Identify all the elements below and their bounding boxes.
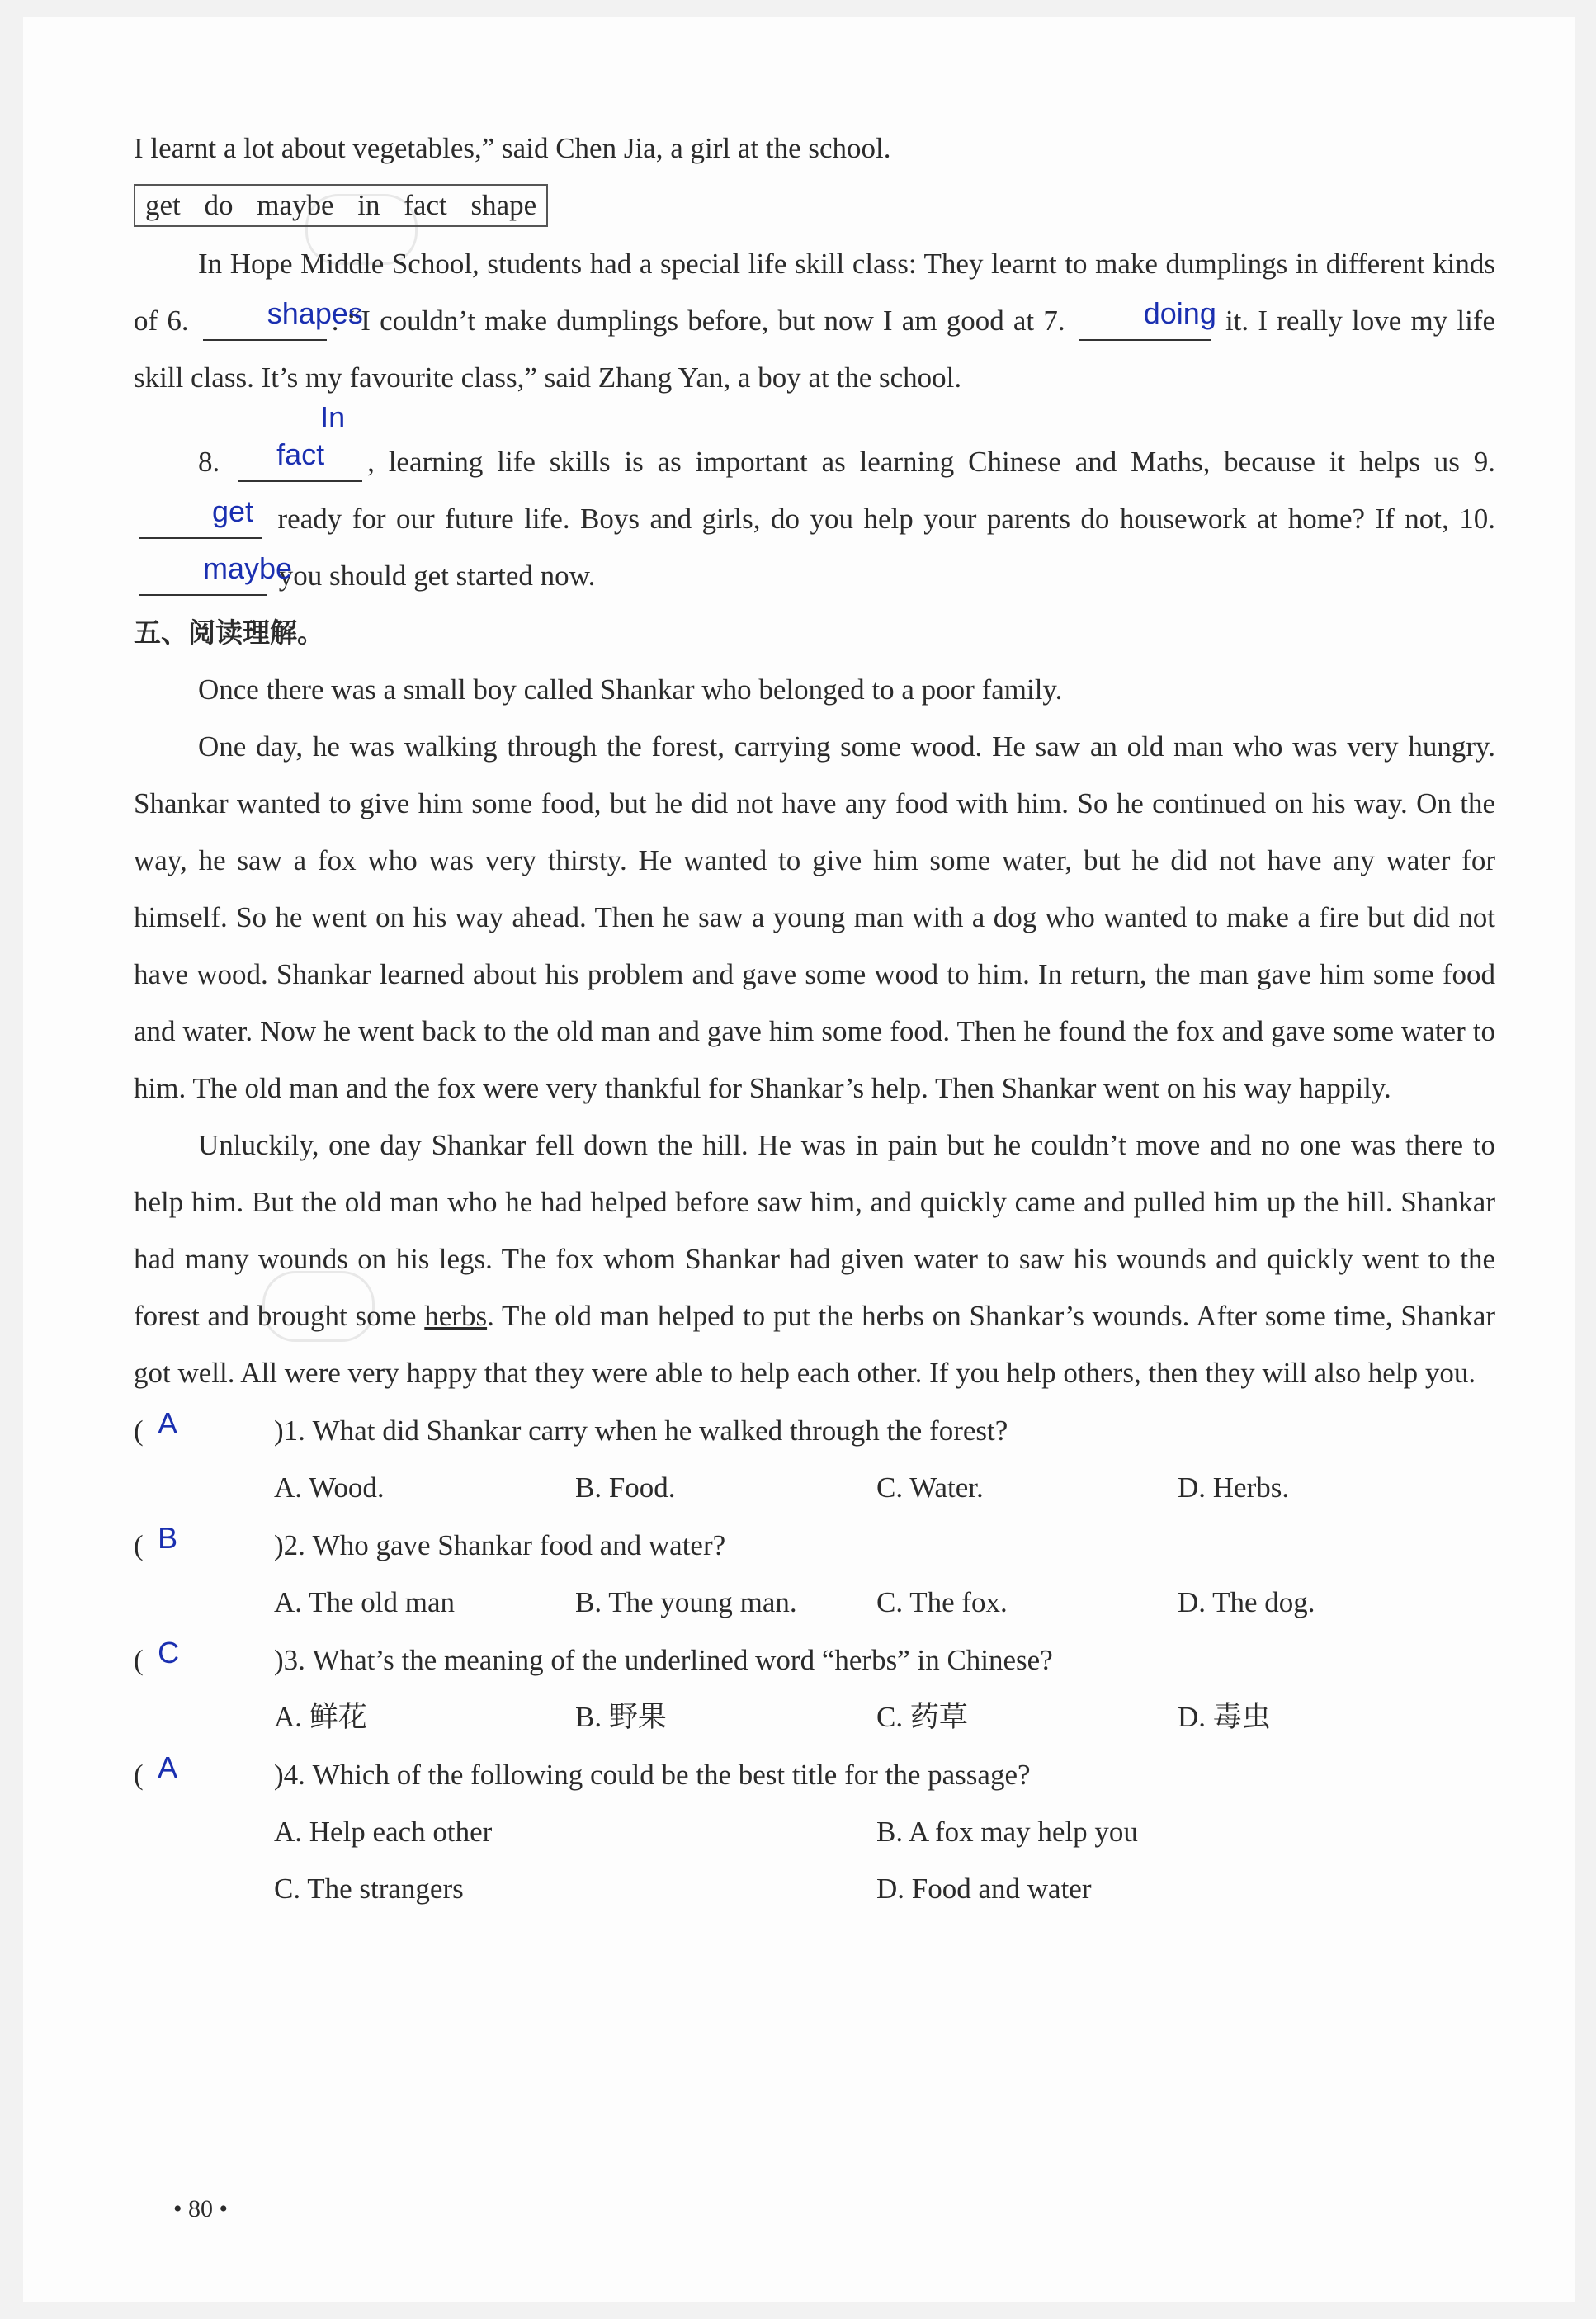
option-c: C. The fox. [876, 1586, 1008, 1618]
option-d: D. Food and water [876, 1873, 1092, 1905]
page-number: • 80 • [173, 2195, 229, 2222]
underlined-word-herbs: herbs [424, 1300, 488, 1332]
option-b: B. 野果 [575, 1701, 667, 1733]
intro-line: I learnt a lot about vegetables,” said Chen Jia, a girl at the school. [134, 132, 891, 164]
answer-8: In fact [276, 400, 346, 471]
answer-9: get [211, 494, 254, 528]
question-text: What’s the meaning of the underlined word “herbs” in Chinese? [312, 1644, 1053, 1676]
word-bank-box: get do maybe in fact shape [134, 184, 548, 227]
option-d: D. Herbs. [1178, 1471, 1290, 1504]
option-a: A. The old man [274, 1586, 456, 1618]
option-a: A. 鲜花 [274, 1701, 367, 1733]
answer-q3: C [158, 1636, 180, 1670]
option-c: C. Water. [876, 1471, 984, 1504]
question-2: ( B )2. Who gave Shankar food and water? A. The old man B. The young man. C. The fox. D. The dog. [134, 1516, 1495, 1631]
option-b: B. A fox may help you [876, 1816, 1138, 1848]
blank-9 [139, 494, 262, 539]
question-text: Which of the following could be the best title for the passage? [312, 1759, 1031, 1791]
answer-7: doing [1143, 296, 1216, 330]
answer-q1: A [158, 1406, 178, 1440]
blank-10 [139, 551, 293, 596]
question-text: Who gave Shankar food and water? [312, 1529, 726, 1561]
option-b: B. Food. [575, 1471, 676, 1504]
option-c: C. The strangers [274, 1873, 464, 1905]
option-c: C. 药草 [876, 1701, 968, 1733]
question-4: ( A )4. Which of the following could be the best title for the passage? A. Help each other B. A fox may help you C. The strangers D. Food and water [134, 1745, 1495, 1917]
option-d: D. 毒虫 [1178, 1701, 1271, 1733]
cloze-paragraph-1: In Hope Middle School, students had a special life skill class: They learnt to make dumplings in different kinds of 6. shapes. “I couldn’t make dumplings before, but now I am good at 7. doing it. I really love my life skill class. It’s my favourite class,” said Zhang Yan, a boy at the school. [134, 248, 1496, 394]
option-b: B. The young man. [575, 1586, 797, 1618]
cloze-paragraph-2: 8. In fact , learning life skills is as important as learning Chinese and Maths, because it helps us 9. get ready for our future life. Boys and girls, do you help your parents do housework at home? If not, 10. maybe you should get started now. [134, 406, 1495, 604]
passage-paragraph-1: Once there was a small boy called Shankar who belonged to a poor family. [198, 673, 1063, 706]
answer-q4: A [158, 1750, 178, 1784]
worksheet-content [134, 120, 1495, 1917]
answer-q2: B [158, 1521, 178, 1555]
blank-6 [203, 296, 363, 341]
question-3: ( C )3. What’s the meaning of the underlined word “herbs” in Chinese? A. 鲜花 B. 野果 C. 药草 D. 毒虫 [134, 1631, 1495, 1745]
answer-10: maybe [203, 551, 293, 585]
passage-paragraph-2: One day, he was walking through the forest, carrying some wood. He saw an old man who was very hungry. Shankar wanted to give him some food, but he did not have any food with him. So he continued on his way. On the way, he saw a fox who was very thirsty. He wanted to give him some water, but he did not have any water for himself. So he went on his way ahead. Then he saw a young man with a dog who wanted to make a fire but did not have wood. Shankar learned about his problem and gave some wood to him. In return, the man gave him some food and water. Now he went back to the old man and gave him some food. Then he found the fox and gave some water to him. The old man and the fox were very thankful for Shankar’s help. Then Shankar went on his way happily. [134, 730, 1495, 1104]
blank-7 [1079, 296, 1216, 341]
option-d: D. The dog. [1178, 1586, 1315, 1618]
question-1: ( A )1. What did Shankar carry when he walked through the forest? A. Wood. B. Food. C. Water. D. Herbs. [134, 1401, 1495, 1516]
option-a: A. Wood. [274, 1471, 385, 1504]
option-a: A. Help each other [274, 1816, 493, 1848]
answer-6: shapes [267, 296, 363, 330]
passage-paragraph-3: Unluckily, one day Shankar fell down the hill. He was in pain but he couldn’t move and no one was there to help him. But the old man who he had helped before saw him, and quickly came and pulled him up the hill. Shankar had many wounds on his legs. The fox whom Shankar had given water to saw his wounds and quickly went to the forest and brought some herbs. The old man helped to put the herbs on Shankar’s wounds. After some time, Shankar got well. All were very happy that they were able to help each other. If you help others, then they will also help you. [134, 1129, 1496, 1389]
question-text: What did Shankar carry when he walked through the forest? [312, 1415, 1008, 1447]
section-heading: 五、阅读理解。 [134, 616, 324, 649]
blank-8 [238, 400, 362, 482]
